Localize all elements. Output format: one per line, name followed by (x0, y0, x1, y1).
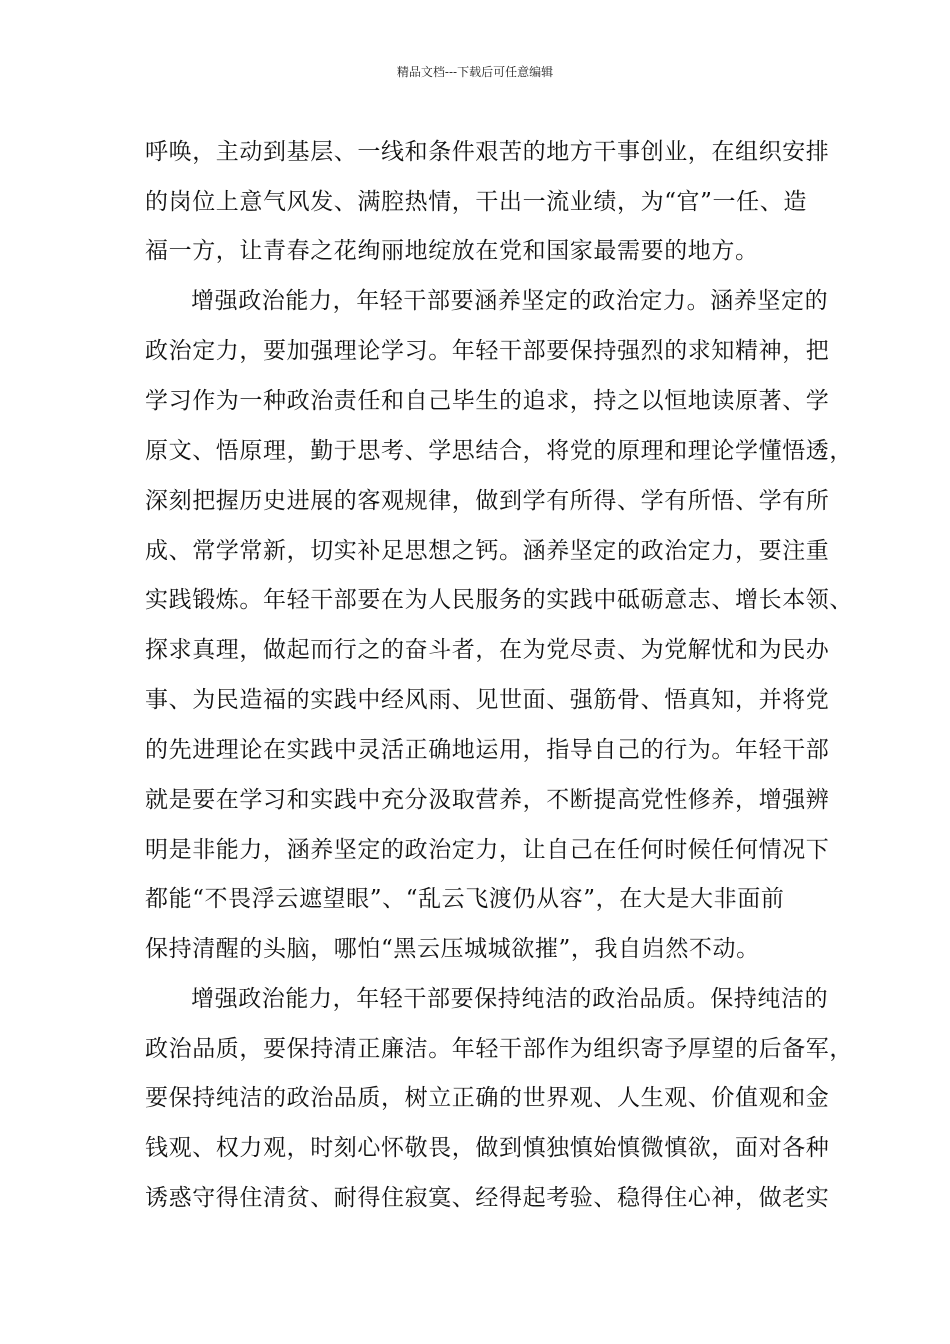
text-line: 原文、悟原理，勤于思考、学思结合，将党的原理和理论学懂悟透， (145, 438, 853, 464)
text-line: 政治品质，要保持清正廉洁。年轻干部作为组织寄予厚望的后备军， (145, 1036, 853, 1062)
page-header: 精品文档---下载后可任意编辑 (396, 65, 554, 79)
paragraph-first-line: 增强政治能力，年轻干部要保持纯洁的政治品质。保持纯洁的 (191, 986, 829, 1012)
text-line: 的岗位上意气风发、满腔热情，干出一流业绩，为“官”一任、造 (145, 189, 807, 215)
text-line: 事、为民造福的实践中经风雨、见世面、强筋骨、悟真知，并将党 (145, 687, 830, 713)
text-line: 实践锻炼。年轻干部要在为人民服务的实践中砥砺意志、增长本领、 (145, 587, 853, 613)
text-line: 就是要在学习和实践中充分汲取营养，不断提高党性修养，增强辨 (145, 787, 830, 813)
text-line: 成、常学常新，切实补足思想之钙。涵养坚定的政治定力，要注重 (145, 538, 830, 564)
text-line: 保持清醒的头脑，哪怕“黑云压城城欲摧”，我自岿然不动。 (145, 936, 760, 962)
text-line: 政治定力，要加强理论学习。年轻干部要保持强烈的求知精神，把 (145, 338, 830, 364)
text-line: 钱观、权力观，时刻心怀敬畏，做到慎独慎始慎微慎欲，面对各种 (145, 1135, 830, 1161)
text-line: 诱惑守得住清贫、耐得住寂寞、经得起考验、稳得住心神，做老实 (145, 1185, 830, 1211)
paragraph-first-line: 增强政治能力，年轻干部要涵养坚定的政治定力。涵养坚定的 (191, 288, 829, 314)
text-line: 深刻把握历史进展的客观规律，做到学有所得、学有所悟、学有所 (145, 488, 830, 514)
text-line: 要保持纯洁的政治品质，树立正确的世界观、人生观、价值观和金 (145, 1085, 830, 1111)
text-line: 的先进理论在实践中灵活正确地运用，指导自己的行为。年轻干部 (145, 737, 830, 763)
text-line: 学习作为一种政治责任和自己毕生的追求，持之以恒地读原著、学 (145, 388, 830, 414)
text-line: 探求真理，做起而行之的奋斗者，在为党尽责、为党解忧和为民办 (145, 637, 830, 663)
text-line: 明是非能力，涵养坚定的政治定力，让自己在任何时候任何情况下 (145, 837, 830, 863)
text-line: 福一方，让青春之花绚丽地绽放在党和国家最需要的地方。 (145, 238, 759, 264)
text-line: 都能“不畏浮云遮望眼”、“乱云飞渡仍从容”，在大是大非面前 (145, 886, 785, 912)
text-line: 呼唤，主动到基层、一线和条件艰苦的地方干事创业，在组织安排 (145, 139, 830, 165)
